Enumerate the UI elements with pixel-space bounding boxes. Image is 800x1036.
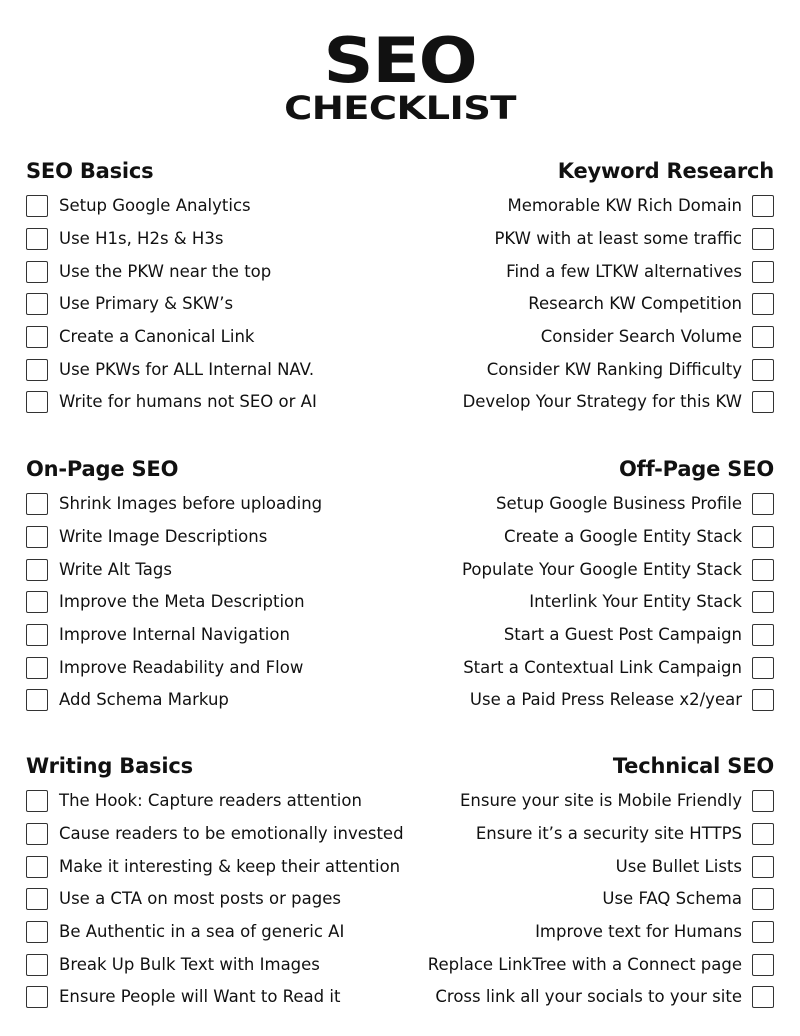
checkbox[interactable] bbox=[752, 195, 774, 217]
checklist-item[interactable] bbox=[414, 948, 774, 981]
checklist-item[interactable] bbox=[414, 684, 774, 717]
checkbox[interactable] bbox=[26, 591, 48, 613]
section-heading: Technical SEO bbox=[612, 754, 774, 778]
checklist-item[interactable] bbox=[26, 948, 386, 981]
checkbox[interactable] bbox=[26, 493, 48, 515]
checklist-item-label: Ensure your site is Mobile Friendly bbox=[459, 791, 742, 811]
section-heading: Off-Page SEO bbox=[619, 457, 774, 481]
checkbox[interactable] bbox=[752, 359, 774, 381]
checklist-item-label: Improve Readability and Flow bbox=[59, 657, 304, 677]
checklist-item-label: Write Alt Tags bbox=[59, 559, 172, 579]
checklist-item[interactable] bbox=[26, 255, 386, 288]
checkbox[interactable] bbox=[26, 856, 48, 878]
checkbox[interactable] bbox=[26, 657, 48, 679]
checklist-item-label: Memorable KW Rich Domain bbox=[507, 196, 742, 216]
checkbox[interactable] bbox=[752, 888, 774, 910]
checklist-item[interactable] bbox=[414, 785, 774, 818]
checkbox[interactable] bbox=[752, 261, 774, 283]
page-title: SEO bbox=[323, 24, 477, 97]
checklist-item[interactable] bbox=[26, 386, 386, 419]
checklist-item[interactable] bbox=[26, 553, 386, 586]
checkbox[interactable] bbox=[752, 293, 774, 315]
checklist-item-label: Make it interesting & keep their attention bbox=[59, 856, 401, 876]
checklist-item[interactable] bbox=[414, 619, 774, 652]
checkbox[interactable] bbox=[752, 624, 774, 646]
checkbox[interactable] bbox=[752, 391, 774, 413]
checklist-item[interactable] bbox=[26, 651, 386, 684]
checklist-item[interactable] bbox=[26, 850, 401, 883]
checklist-item[interactable] bbox=[414, 850, 774, 883]
checklist-item-label: Use H1s, H2s & H3s bbox=[59, 229, 224, 249]
checklist bbox=[26, 488, 386, 717]
section-on-page-seo bbox=[26, 456, 386, 717]
checklist-item[interactable] bbox=[414, 255, 774, 288]
checkbox[interactable] bbox=[752, 493, 774, 515]
checklist-item-label: Consider KW Ranking Difficulty bbox=[486, 359, 742, 379]
checklist-item-label: Cross link all your socials to your site bbox=[435, 987, 742, 1007]
section-heading: Keyword Research bbox=[557, 159, 774, 183]
checklist bbox=[414, 190, 774, 419]
checklist-item-label: Write Image Descriptions bbox=[59, 527, 268, 547]
checklist-item-label: Be Authentic in a sea of generic AI bbox=[59, 922, 345, 942]
checkbox[interactable] bbox=[752, 228, 774, 250]
checklist-item-label: Setup Google Analytics bbox=[59, 196, 251, 216]
checklist-item[interactable] bbox=[26, 883, 386, 916]
checklist-item-label: Use Primary & SKW’s bbox=[59, 294, 234, 314]
checkbox[interactable] bbox=[752, 954, 774, 976]
checklist-item[interactable] bbox=[414, 386, 774, 419]
checkbox[interactable] bbox=[752, 689, 774, 711]
checklist-item-label: Start a Contextual Link Campaign bbox=[463, 657, 742, 677]
checkbox[interactable] bbox=[26, 986, 48, 1008]
checkbox[interactable] bbox=[752, 657, 774, 679]
checkbox[interactable] bbox=[752, 790, 774, 812]
checklist bbox=[26, 785, 404, 1014]
checkbox[interactable] bbox=[752, 823, 774, 845]
checklist-item-label: Create a Google Entity Stack bbox=[504, 527, 742, 547]
checklist-item[interactable] bbox=[26, 288, 386, 321]
checklist-item[interactable] bbox=[414, 916, 774, 949]
checkbox[interactable] bbox=[752, 856, 774, 878]
checkbox[interactable] bbox=[26, 624, 48, 646]
checkbox[interactable] bbox=[26, 888, 48, 910]
checkbox[interactable] bbox=[26, 391, 48, 413]
checklist-item[interactable] bbox=[414, 553, 774, 586]
checkbox[interactable] bbox=[752, 921, 774, 943]
checklist-item-label: Ensure it’s a security site HTTPS bbox=[475, 824, 742, 844]
checkbox[interactable] bbox=[752, 591, 774, 613]
checklist-item-label: Find a few LTKW alternatives bbox=[506, 261, 742, 281]
checklist-item[interactable] bbox=[414, 883, 774, 916]
checkbox[interactable] bbox=[26, 228, 48, 250]
page-subtitle: CHECKLIST bbox=[284, 89, 516, 127]
checklist-item-label: The Hook: Capture readers attention bbox=[59, 791, 362, 811]
checklist-item[interactable] bbox=[26, 619, 386, 652]
checklist-item-label: Populate Your Google Entity Stack bbox=[462, 559, 742, 579]
checklist-item[interactable] bbox=[26, 488, 386, 521]
section-writing-basics bbox=[26, 753, 404, 1014]
checklist-item-label: Replace LinkTree with a Connect page bbox=[427, 954, 742, 974]
checkbox[interactable] bbox=[26, 526, 48, 548]
checklist-item[interactable] bbox=[414, 488, 774, 521]
section-heading: On-Page SEO bbox=[26, 457, 179, 481]
checkbox[interactable] bbox=[26, 559, 48, 581]
checkbox[interactable] bbox=[26, 790, 48, 812]
section-off-page-seo bbox=[414, 456, 774, 717]
checklist-item[interactable] bbox=[26, 223, 386, 256]
checklist-item[interactable] bbox=[26, 785, 386, 818]
checkbox[interactable] bbox=[26, 261, 48, 283]
checkbox[interactable] bbox=[752, 986, 774, 1008]
checklist-item[interactable] bbox=[26, 190, 386, 223]
checklist-item[interactable] bbox=[26, 586, 386, 619]
checklist-item[interactable] bbox=[26, 916, 386, 949]
checklist-item-label: Develop Your Strategy for this KW bbox=[462, 392, 742, 412]
checklist-item-label: Research KW Competition bbox=[528, 294, 742, 314]
checklist-item-label: Improve the Meta Description bbox=[59, 592, 305, 612]
checkbox[interactable] bbox=[26, 823, 48, 845]
checkbox[interactable] bbox=[26, 326, 48, 348]
checkbox[interactable] bbox=[26, 293, 48, 315]
checklist bbox=[414, 488, 774, 717]
checklist-item[interactable] bbox=[414, 190, 774, 223]
section-heading: Writing Basics bbox=[26, 754, 193, 778]
checklist-item[interactable] bbox=[26, 684, 386, 717]
checklist-item[interactable] bbox=[26, 353, 386, 386]
checkbox[interactable] bbox=[26, 195, 48, 217]
checklist bbox=[414, 785, 774, 1014]
checklist-item[interactable] bbox=[414, 321, 774, 354]
checklist-item[interactable] bbox=[26, 321, 386, 354]
section-technical-seo bbox=[414, 753, 774, 1014]
checklist-item-label: Setup Google Business Profile bbox=[495, 494, 742, 514]
checklist-item-label: Write for humans not SEO or AI bbox=[59, 392, 317, 412]
checklist-item[interactable] bbox=[414, 651, 774, 684]
checklist-item[interactable] bbox=[414, 353, 774, 386]
checklist-item-label: Interlink Your Entity Stack bbox=[529, 592, 742, 612]
checkbox[interactable] bbox=[26, 954, 48, 976]
checklist-item[interactable] bbox=[414, 223, 774, 256]
checkbox[interactable] bbox=[752, 526, 774, 548]
checklist-item[interactable] bbox=[414, 288, 774, 321]
checklist-item-label: Consider Search Volume bbox=[540, 327, 742, 347]
checklist-item-label: Use Bullet Lists bbox=[615, 856, 742, 876]
section-keyword-research bbox=[414, 158, 774, 419]
checklist bbox=[26, 190, 386, 419]
checklist-item-label: Ensure People will Want to Read it bbox=[59, 987, 341, 1007]
checklist-item-label: Add Schema Markup bbox=[59, 690, 229, 710]
checklist-item-label: Start a Guest Post Campaign bbox=[503, 625, 742, 645]
checklist-item[interactable] bbox=[414, 586, 774, 619]
checkbox[interactable] bbox=[26, 921, 48, 943]
checklist-item[interactable] bbox=[414, 521, 774, 554]
checklist-item-label: Cause readers to be emotionally invested bbox=[59, 824, 404, 844]
checklist-item[interactable] bbox=[414, 818, 774, 851]
checkbox[interactable] bbox=[26, 359, 48, 381]
checklist-item-label: Improve text for Humans bbox=[535, 922, 742, 942]
checklist-item-label: Use FAQ Schema bbox=[602, 889, 742, 909]
checklist-item[interactable] bbox=[26, 521, 386, 554]
checklist-item-label: Use the PKW near the top bbox=[59, 261, 272, 281]
checklist-item-label: Use a Paid Press Release x2/year bbox=[469, 690, 742, 710]
checkbox[interactable] bbox=[752, 559, 774, 581]
checklist-item-label: Use a CTA on most posts or pages bbox=[59, 889, 341, 909]
checklist-item-label: Shrink Images before uploading bbox=[59, 494, 323, 514]
checklist-item-label: Use PKWs for ALL Internal NAV. bbox=[59, 359, 315, 379]
checkbox[interactable] bbox=[752, 326, 774, 348]
checklist-item[interactable] bbox=[26, 818, 404, 851]
checklist-item-label: Improve Internal Navigation bbox=[59, 625, 290, 645]
checklist-item-label: Create a Canonical Link bbox=[59, 327, 255, 347]
section-seo-basics bbox=[26, 158, 386, 419]
checklist-item[interactable] bbox=[414, 981, 774, 1014]
checklist-item[interactable] bbox=[26, 981, 386, 1014]
section-heading: SEO Basics bbox=[26, 159, 154, 183]
checklist-item-label: PKW with at least some traffic bbox=[494, 229, 742, 249]
checkbox[interactable] bbox=[26, 689, 48, 711]
checklist-item-label: Break Up Bulk Text with Images bbox=[59, 954, 320, 974]
